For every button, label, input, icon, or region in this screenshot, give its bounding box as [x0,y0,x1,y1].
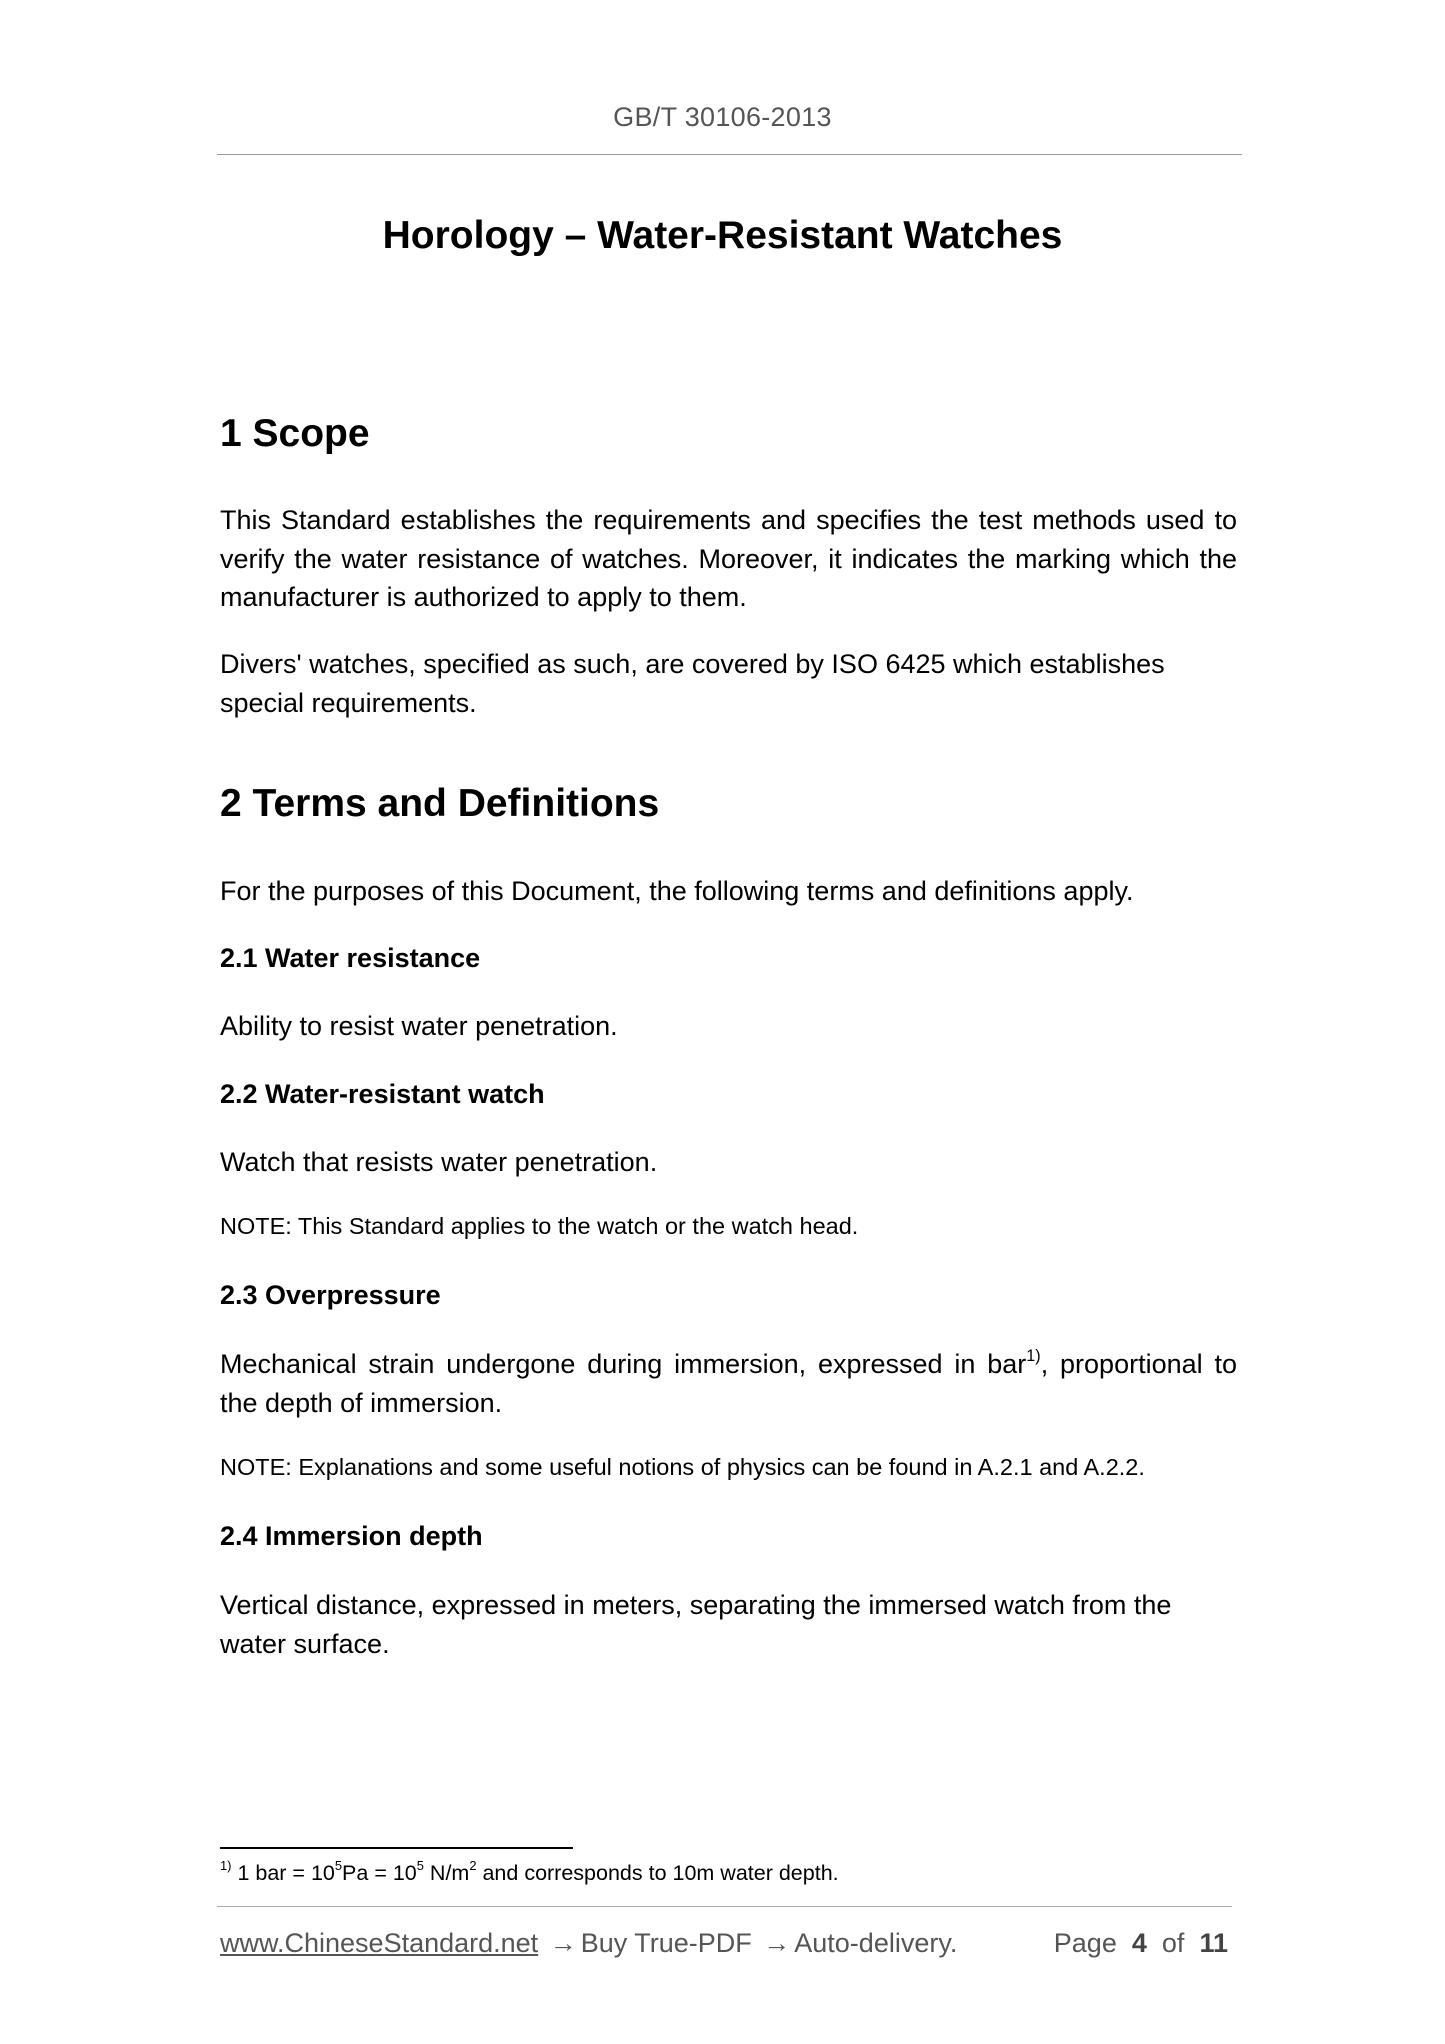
footnote-text: and corresponds to 10m water depth. [476,1861,839,1885]
section-1-heading: 1 Scope [220,412,370,455]
term-2-3-definition-text: Mechanical strain undergone during immersion, expressed in bar [220,1349,1027,1379]
footnote-marker: 1) [220,1857,232,1873]
footnote-divider [220,1847,573,1849]
footnote [220,1858,839,1888]
footer-divider [217,1906,1232,1907]
footnote-exponent: 2 [469,1857,477,1873]
term-2-3-definition-text-cont: , proportional to the depth of immersion. [220,1349,1237,1418]
header-divider [217,154,1242,155]
term-2-2-note: NOTE: This Standard applies to the watch or the watch head. [220,1213,859,1239]
arrow-right-icon: → [549,1928,577,1958]
terms-intro: For the purposes of this Document, the following terms and definitions apply. [220,876,1134,906]
current-page-number: 4 [1131,1928,1147,1958]
scope-paragraph-1: This Standard establishes the requirements and specifies the test methods used to verify the water resistance of watches. Moreover, it indicates the marking which the manufacturer is authorized to apply to them. [220,505,1237,612]
term-2-1-definition: Ability to resist water penetration. [220,1011,618,1041]
standard-code-header: GB/T 30106-2013 [613,102,832,132]
footnote-reference: 1) [1026,1347,1041,1365]
term-2-1-heading: 2.1 Water resistance [220,943,481,973]
term-2-3-definition [220,1345,1237,1422]
term-2-4-definition: Vertical distance, expressed in meters, separating the immersed watch from the water surface. [220,1590,1172,1659]
term-2-3-heading: 2.3 Overpressure [220,1280,441,1310]
footnote-text: 1 bar = 10 [231,1861,335,1885]
auto-delivery-text: Auto-delivery. [794,1928,958,1958]
website-link[interactable]: www.ChineseStandard.net [220,1928,539,1958]
term-2-3-note: NOTE: Explanations and some useful notions of physics can be found in A.2.1 and A.2.2. [220,1454,1145,1480]
footnote-text: N/m [423,1861,470,1885]
section-2-heading: 2 Terms and Definitions [220,782,660,825]
footnote-exponent: 5 [334,1857,343,1873]
page-label: Page [1053,1928,1117,1958]
page-of-label: of [1161,1928,1185,1958]
footnote-text: Pa = 10 [342,1861,417,1885]
footnote-exponent: 5 [416,1857,424,1873]
term-2-2-definition: Watch that resists water penetration. [220,1147,658,1177]
page-indicator [1054,1925,1228,1961]
document-title: Horology – Water-Resistant Watches [382,214,1063,257]
term-2-4-heading: 2.4 Immersion depth [220,1521,483,1551]
scope-paragraph-2: Divers' watches, specified as such, are covered by ISO 6425 which establishes special requirements. [220,649,1165,718]
arrow-right-icon: → [763,1928,791,1958]
page-footer [220,1925,1237,1961]
buy-true-pdf-text: Buy True-PDF [580,1928,752,1958]
total-page-count: 11 [1199,1928,1228,1958]
term-2-2-heading: 2.2 Water-resistant watch [220,1079,545,1109]
